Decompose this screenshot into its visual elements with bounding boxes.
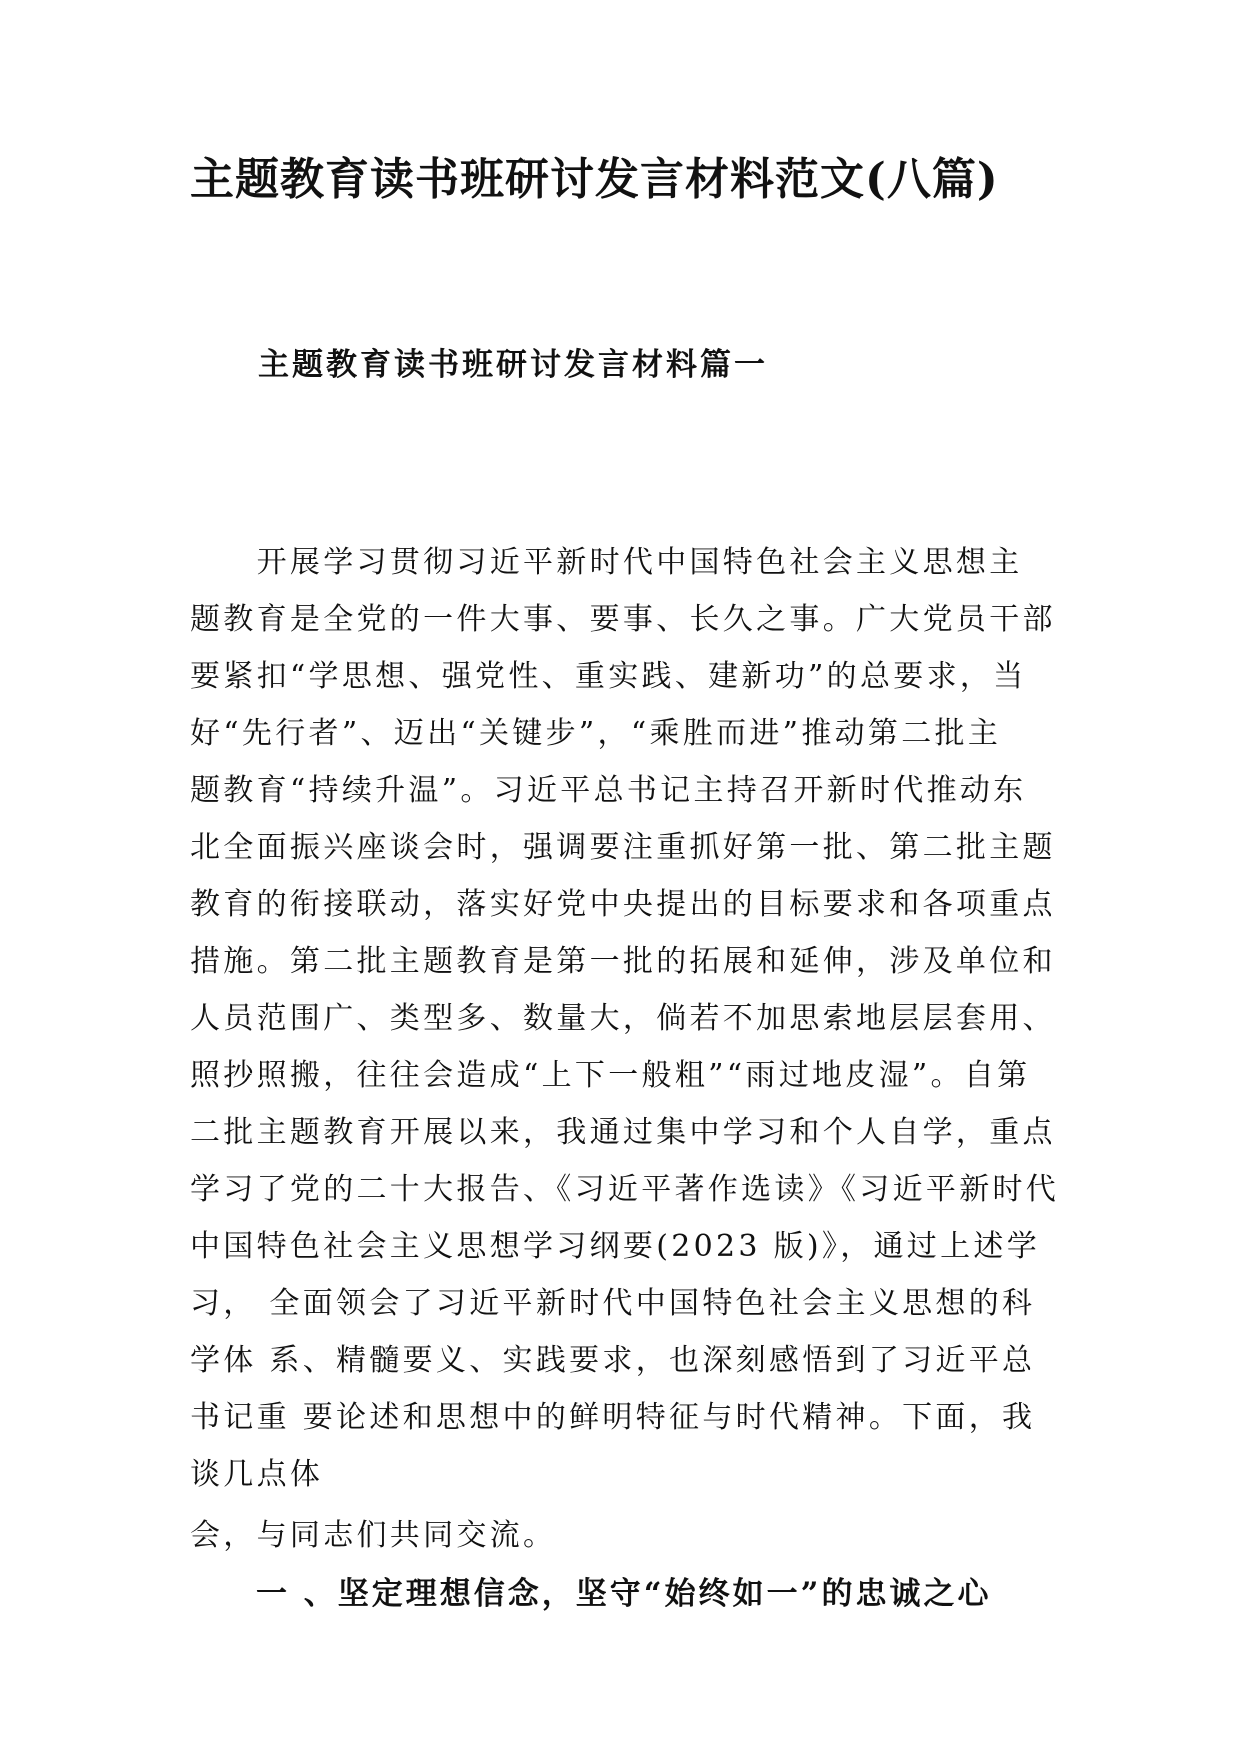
- paragraph-line: 学体 系、精髓要义、实践要求，也深刻感悟到了习近平总: [190, 1343, 1036, 1378]
- paragraph-line: 开展学习贯彻习近平新时代中国特色社会主义思想主: [190, 545, 1023, 580]
- paragraph-line: 教育的衔接联动，落实好党中央提出的目标要求和各项重点: [190, 887, 1056, 922]
- paragraph-line: 北全面振兴座谈会时，强调要注重抓好第一批、第二批主题: [190, 830, 1056, 865]
- paragraph-line: 中国特色社会主义思想学习纲要(2023 版)》，通过上述学: [190, 1229, 1040, 1264]
- continuation-line: 会，与同志们共同交流。: [190, 1518, 557, 1553]
- paragraph-line: 措施。第二批主题教育是第一批的拓展和延伸，涉及单位和: [190, 944, 1056, 979]
- paragraph-line: 照抄照搬，往往会造成“上下一般粗”“雨过地皮湿”。自第: [190, 1058, 1031, 1093]
- paragraph-line: 书记重 要论述和思想中的鲜明特征与时代精神。下面，我: [190, 1400, 1036, 1435]
- body-paragraph: [190, 534, 1070, 1503]
- subheading: 一 、坚定理想信念，坚守“始终如一”的忠诚之心: [256, 1576, 992, 1612]
- paragraph-line: 人员范围广、类型多、数量大，倘若不加思索地层层套用、: [190, 1001, 1056, 1036]
- paragraph-line: 二批主题教育开展以来，我通过集中学习和个人自学，重点: [190, 1115, 1056, 1150]
- paragraph-line: 学习了党的二十大报告、《习近平著作选读》《习近平新时代: [190, 1172, 1060, 1207]
- section-title: 主题教育读书班研讨发言材料篇一: [258, 347, 768, 383]
- paragraph-line: 好“先行者”、迈出“关键步”，“乘胜而进”推动第二批主: [190, 716, 1002, 751]
- paragraph-line: 习， 全面领会了习近平新时代中国特色社会主义思想的科: [190, 1286, 1036, 1321]
- paragraph-line: 谈几点体: [190, 1457, 324, 1492]
- paragraph-line: 要紧扣“学思想、强党性、重实践、建新功”的总要求，当: [190, 659, 1027, 694]
- paragraph-line: 题教育“持续升温”。习近平总书记主持召开新时代推动东: [190, 773, 1027, 808]
- paragraph-line: 题教育是全党的一件大事、要事、长久之事。广大党员干部: [190, 602, 1056, 637]
- document-title: 主题教育读书班研讨发言材料范文(八篇): [190, 154, 999, 205]
